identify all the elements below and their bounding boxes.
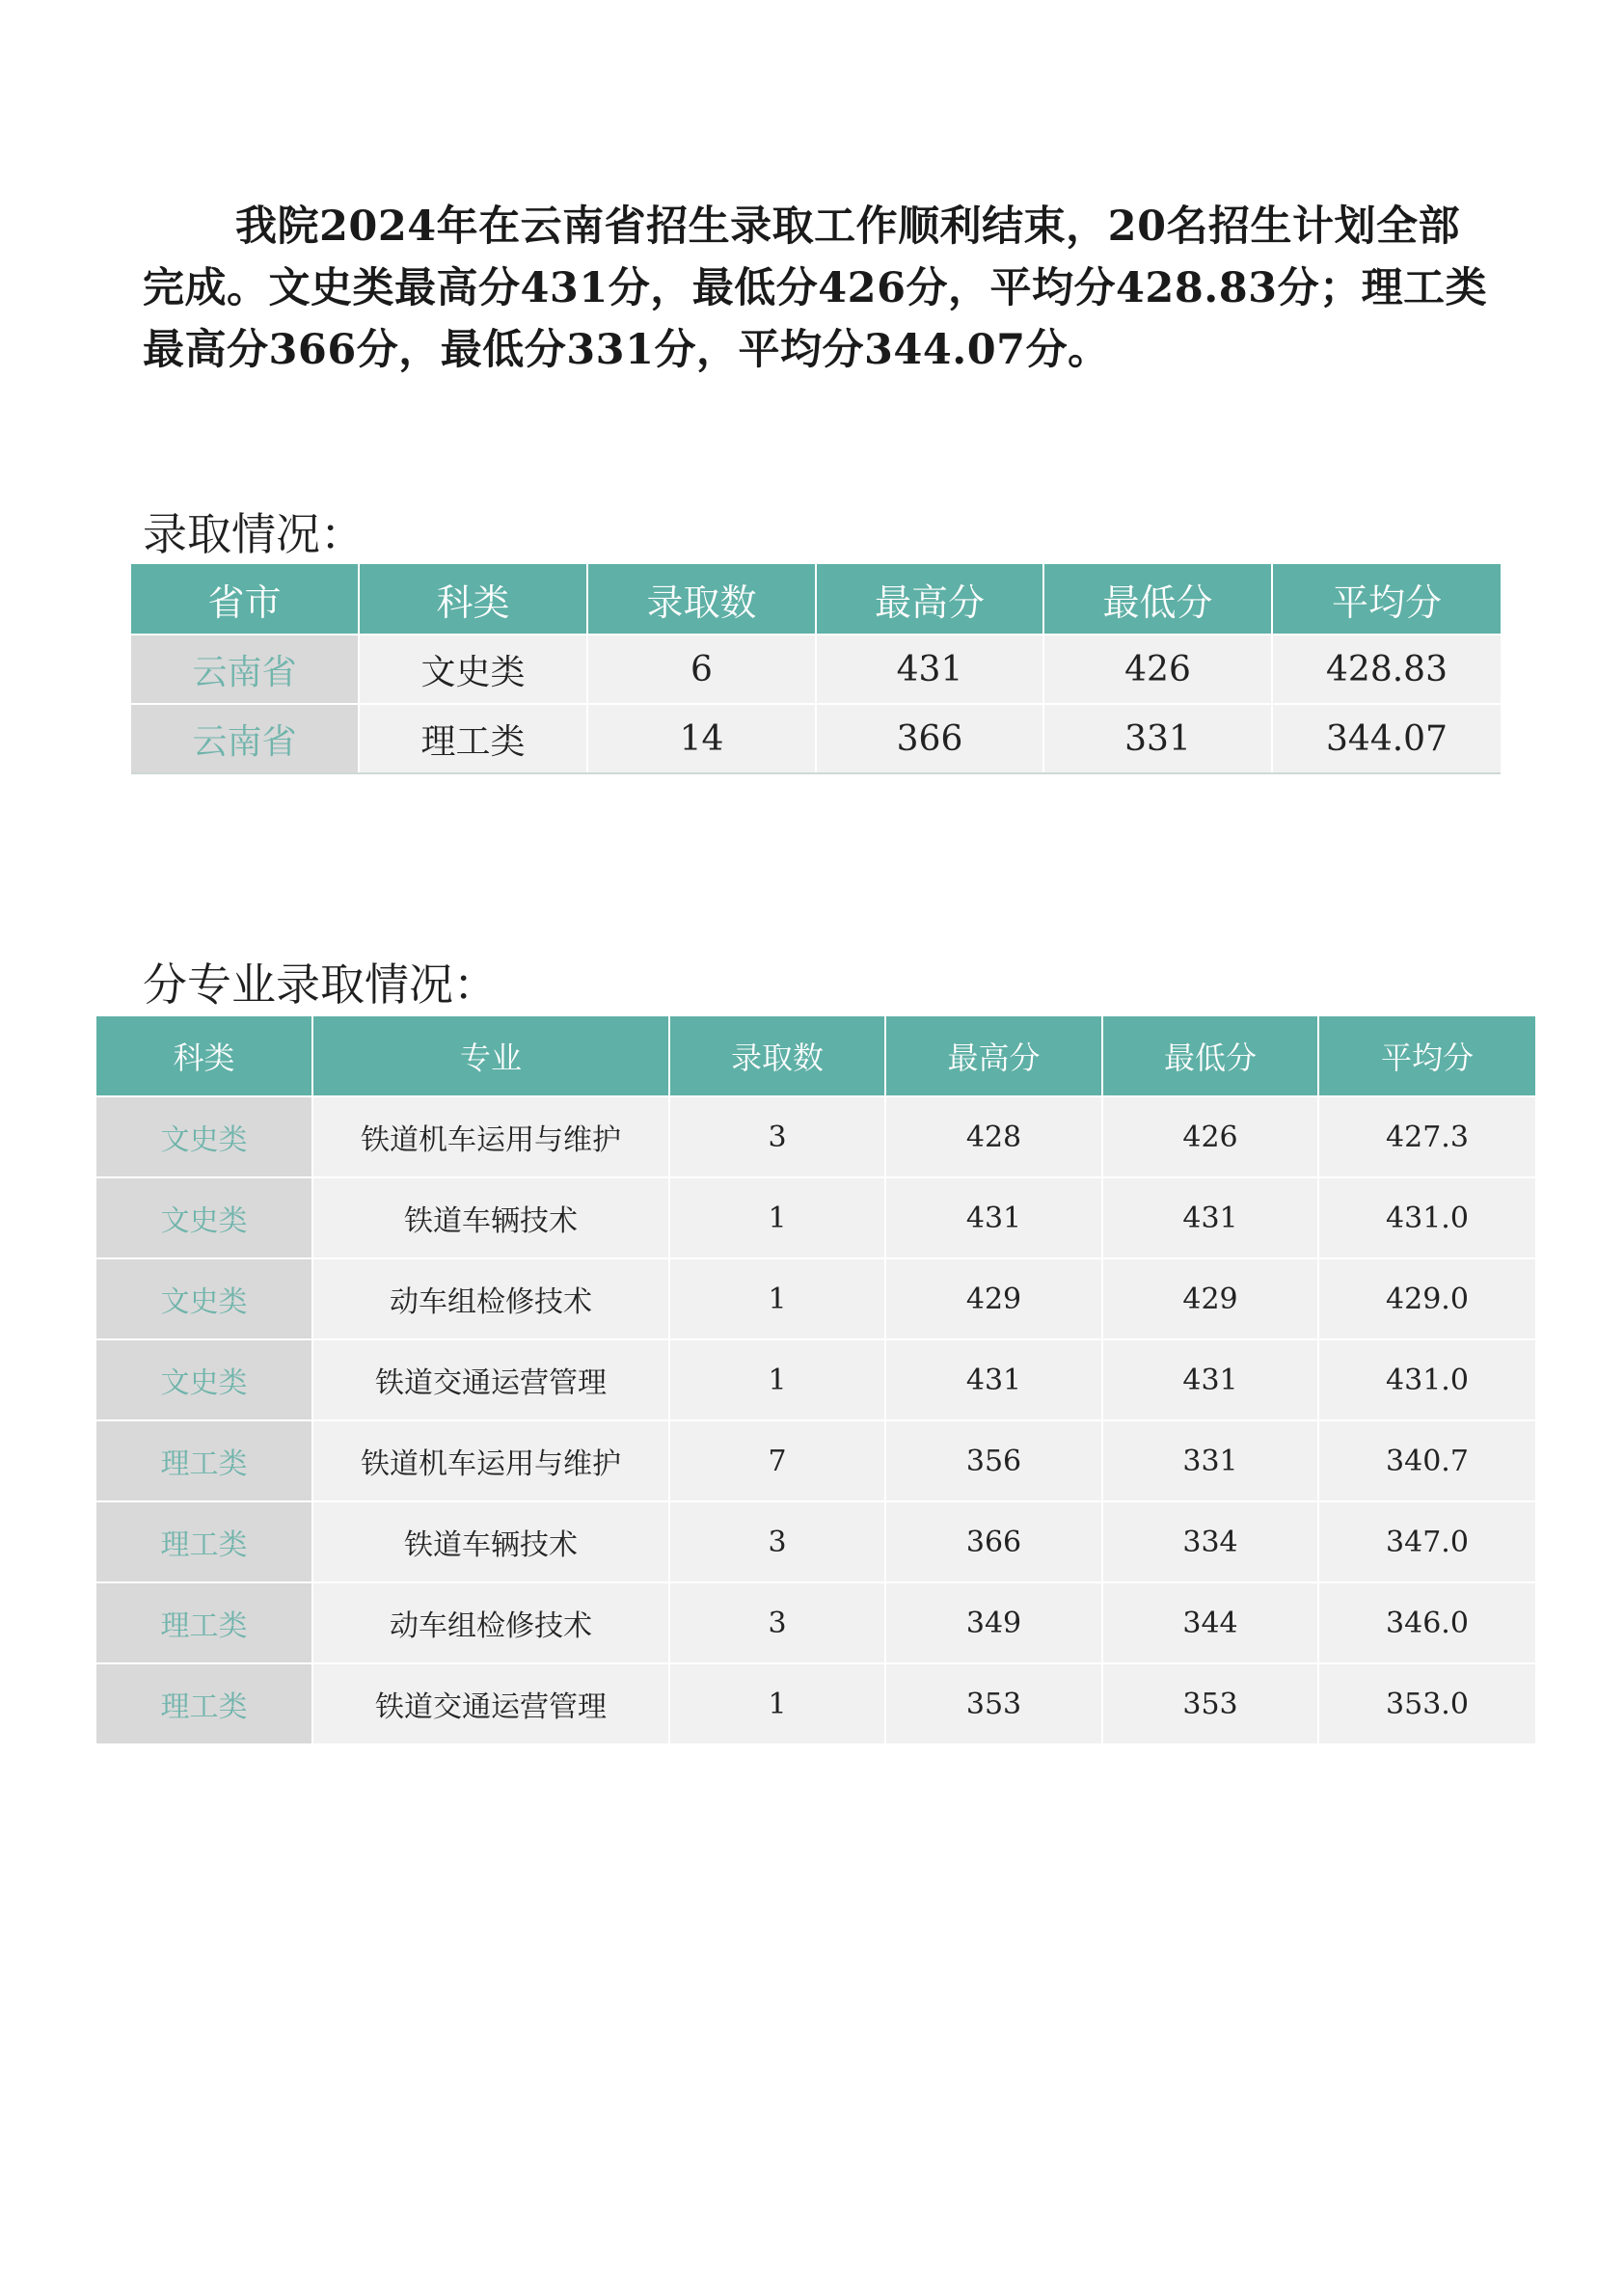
cell-major: 动车组检修技术 xyxy=(312,1258,669,1339)
cell-avg-score: 346.0 xyxy=(1318,1582,1535,1663)
header-avg-score: 平均分 xyxy=(1272,564,1501,635)
header-admitted: 录取数 xyxy=(587,564,816,635)
cell-category: 文史类 xyxy=(96,1339,312,1420)
cell-category: 理工类 xyxy=(96,1582,312,1663)
cell-avg-score: 431.0 xyxy=(1318,1177,1535,1258)
cell-min-score: 429 xyxy=(1102,1258,1318,1339)
cell-avg-score: 429.0 xyxy=(1318,1258,1535,1339)
table-row xyxy=(96,1096,1535,1177)
cell-max-score: 431 xyxy=(885,1177,1102,1258)
cell-avg-score: 344.07 xyxy=(1272,704,1501,773)
table-row xyxy=(131,704,1501,773)
cell-admitted: 1 xyxy=(669,1339,885,1420)
cell-min-score: 331 xyxy=(1043,704,1272,773)
cell-category: 理工类 xyxy=(359,704,587,773)
cell-admitted: 3 xyxy=(669,1582,885,1663)
cell-avg-score: 353.0 xyxy=(1318,1663,1535,1743)
table-row xyxy=(96,1258,1535,1339)
cell-admitted: 3 xyxy=(669,1096,885,1177)
summary-header-row xyxy=(131,564,1501,635)
cell-category: 理工类 xyxy=(96,1501,312,1582)
cell-min-score: 426 xyxy=(1102,1096,1318,1177)
header-min-score: 最低分 xyxy=(1102,1016,1318,1096)
cell-min-score: 353 xyxy=(1102,1663,1318,1743)
table-row xyxy=(131,635,1501,704)
table-row xyxy=(96,1420,1535,1501)
cell-admitted: 1 xyxy=(669,1177,885,1258)
cell-min-score: 431 xyxy=(1102,1177,1318,1258)
header-category: 科类 xyxy=(96,1016,312,1096)
cell-category: 文史类 xyxy=(359,635,587,704)
cell-major: 铁道机车运用与维护 xyxy=(312,1096,669,1177)
summary-table xyxy=(131,564,1501,774)
cell-max-score: 431 xyxy=(885,1339,1102,1420)
intro-paragraph xyxy=(143,196,1493,381)
by-major-header-row xyxy=(96,1016,1535,1096)
cell-min-score: 426 xyxy=(1043,635,1272,704)
cell-max-score: 356 xyxy=(885,1420,1102,1501)
cell-admitted: 6 xyxy=(587,635,816,704)
cell-major: 铁道车辆技术 xyxy=(312,1501,669,1582)
cell-min-score: 431 xyxy=(1102,1339,1318,1420)
header-province: 省市 xyxy=(131,564,359,635)
cell-avg-score: 431.0 xyxy=(1318,1339,1535,1420)
cell-max-score: 429 xyxy=(885,1258,1102,1339)
cell-admitted: 1 xyxy=(669,1258,885,1339)
cell-category: 文史类 xyxy=(96,1258,312,1339)
header-max-score: 最高分 xyxy=(885,1016,1102,1096)
table-row xyxy=(96,1582,1535,1663)
cell-min-score: 334 xyxy=(1102,1501,1318,1582)
summary-title: 录取情况： xyxy=(143,508,365,560)
table-row xyxy=(96,1339,1535,1420)
table-row xyxy=(96,1663,1535,1743)
by-major-title: 分专业录取情况： xyxy=(143,959,498,1011)
table-row xyxy=(96,1501,1535,1582)
cell-max-score: 366 xyxy=(885,1501,1102,1582)
cell-admitted: 3 xyxy=(669,1501,885,1582)
cell-province: 云南省 xyxy=(131,635,359,704)
header-max-score: 最高分 xyxy=(816,564,1043,635)
cell-category: 文史类 xyxy=(96,1177,312,1258)
intro-text: 我院2024年在云南省招生录取工作顺利结束，20名招生计划全部完成。文史类最高分431分，最低分426分，平均分428.83分；理工类最高分366分，最低分331分，平均分344.07分。 xyxy=(143,203,1488,374)
cell-min-score: 344 xyxy=(1102,1582,1318,1663)
cell-max-score: 349 xyxy=(885,1582,1102,1663)
cell-min-score: 331 xyxy=(1102,1420,1318,1501)
cell-avg-score: 340.7 xyxy=(1318,1420,1535,1501)
cell-category: 理工类 xyxy=(96,1420,312,1501)
cell-major: 铁道车辆技术 xyxy=(312,1177,669,1258)
cell-major: 铁道交通运营管理 xyxy=(312,1339,669,1420)
cell-admitted: 14 xyxy=(587,704,816,773)
cell-category: 理工类 xyxy=(96,1663,312,1743)
cell-major: 铁道交通运营管理 xyxy=(312,1663,669,1743)
cell-province: 云南省 xyxy=(131,704,359,773)
cell-major: 动车组检修技术 xyxy=(312,1582,669,1663)
header-admitted: 录取数 xyxy=(669,1016,885,1096)
by-major-table xyxy=(96,1016,1535,1743)
header-min-score: 最低分 xyxy=(1043,564,1272,635)
cell-avg-score: 427.3 xyxy=(1318,1096,1535,1177)
table-row xyxy=(96,1177,1535,1258)
cell-max-score: 428 xyxy=(885,1096,1102,1177)
cell-admitted: 7 xyxy=(669,1420,885,1501)
cell-max-score: 353 xyxy=(885,1663,1102,1743)
cell-avg-score: 347.0 xyxy=(1318,1501,1535,1582)
header-major: 专业 xyxy=(312,1016,669,1096)
cell-major: 铁道机车运用与维护 xyxy=(312,1420,669,1501)
header-category: 科类 xyxy=(359,564,587,635)
cell-admitted: 1 xyxy=(669,1663,885,1743)
cell-max-score: 366 xyxy=(816,704,1043,773)
cell-max-score: 431 xyxy=(816,635,1043,704)
cell-category: 文史类 xyxy=(96,1096,312,1177)
header-avg-score: 平均分 xyxy=(1318,1016,1535,1096)
cell-avg-score: 428.83 xyxy=(1272,635,1501,704)
